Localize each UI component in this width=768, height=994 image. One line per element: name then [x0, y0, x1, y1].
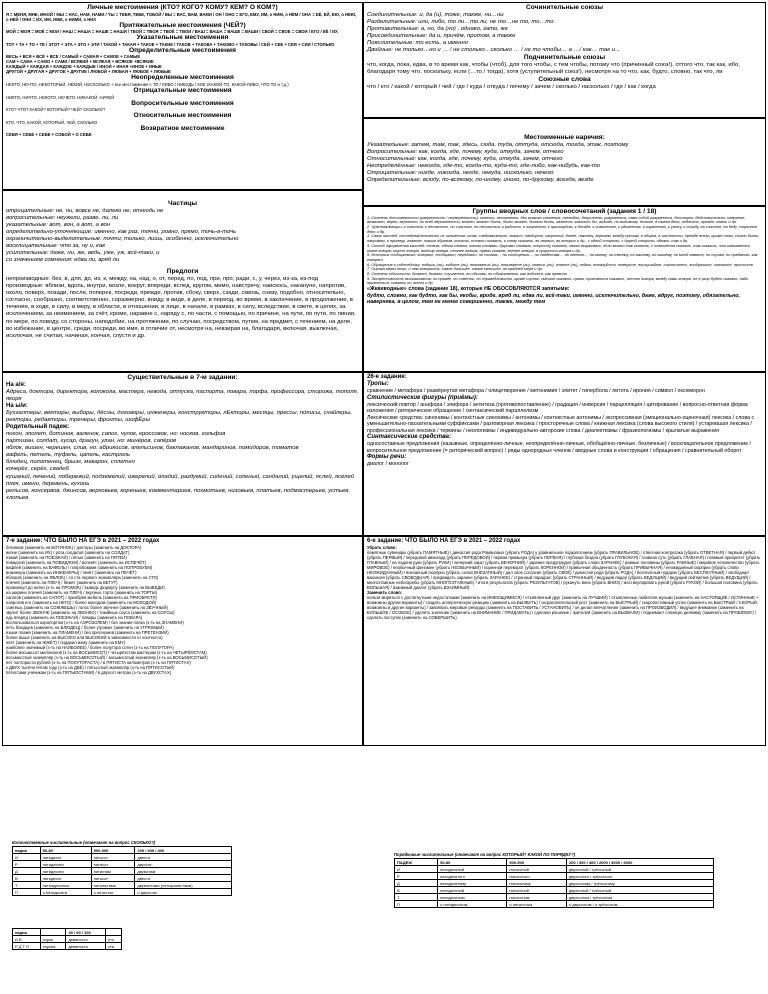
table-cell: пятьсот	[91, 875, 135, 882]
task7-line: более выше (заменить на ВЫСОКО или ВЫСОКИЙ в зависимости от контекста)	[6, 635, 163, 640]
table-cell: пятьдесят	[40, 875, 91, 882]
coord-conjunction-line: Пояснительные: то есть, а именно	[367, 39, 469, 46]
table-cell: пятисотый	[507, 887, 567, 894]
task26-subheading: Стилистические фигуры (приёмы):	[367, 394, 478, 401]
adverb-line: Неопределённые: некогда, где-то, когда-то, куда-то, где-либо, как-нибудь, как-то	[367, 162, 600, 169]
interrogative-pronouns-title: Вопросительные местоимения	[131, 99, 234, 107]
sub-conjunctions-title: Подчинительные союзы	[523, 54, 606, 62]
table-row	[395, 880, 714, 887]
ordinal-numerals-table-wrap	[394, 852, 714, 908]
demonstrative-pronouns-title: Указательные местоимения	[136, 34, 229, 42]
task7-ege-title: 7-е задание: ЧТО БЫЛО НА ЕГЭ в 2021 – 2022 годах	[6, 538, 160, 544]
table-cell: двести	[135, 854, 232, 861]
coord-conjunction-line: Разделительные: или, либо, то ли…то ли, не то…не то, то…то	[367, 18, 554, 25]
table-cell: В	[395, 887, 438, 894]
adverb-line: Вопросительные: как, когда, где, почему, куда, откуда, зачем, отчего	[367, 148, 564, 155]
table-cell: о пятидесяти	[40, 889, 91, 896]
table-cell: 50-80	[40, 847, 91, 854]
reflexive-pronoun-text: СЕБЯ + СЕБЕ + СЕБЕ + СОБОЙ + О СЕБЕ	[6, 132, 92, 138]
task7-line: повидлой (заменить на ПОВИДЛОМ) / испекёт (заменить на ИСПЕЧЁТ)	[6, 560, 146, 565]
conjunctive-words-title: Союзные слова	[538, 75, 591, 83]
task7-line: иконе (заменить на ИХ) / рота солдатов (заменить на СОЛДАТ)	[6, 550, 130, 555]
table-cell: Д	[395, 880, 438, 887]
preposition-line: непроизводные: без, в, для, до, из, к, между, на, над, о, от, перед, по, под, при, про, ради, с, у, через, из-за, из-под	[6, 275, 319, 282]
table-cell: пятидесятого	[438, 873, 507, 880]
conjunctions-section	[363, 2, 766, 118]
sub-conjunctions-text: что, когда, пока, едва, в то время как, чтобы (чтоб), для того чтобы, с тем чтобы, потому что (причинный союз!), оттого что, так как, ибо, благодаря тому что, поскольку, если (…то / тогда), хотя (уступительный союз!), несмотря на то что, как, будто, словно, так что, ли	[367, 61, 740, 75]
table-cell: двести	[135, 875, 232, 882]
task6-remove-text: памятные сувениры (убрать ПАМЯТНЫЕ) / династия рода Романовых (убрать РОДА) у уравнильное подкапоснием (убрать ПРАВИЛЬНОЕ) / ответная контратака (убрать ОТВЕТНАЯ) / первый дебют (убрать ПЕРВЫЙ) / передовой авангард (убрать ПЕРЕДОВОЙ) / первая премьера (убрать ПЕРВАЯ) / глубокая бездна (убрать ГЛУБОКАЯ) / главная суть (убрать ГЛАВНАЯ) / главный приоритет (убрать ГЛАВНЫЙ) / на ладони руки (убрать РУКИ) / вечерний закат (убрать ВЕЧЕРНИЙ) / заранее предупредил (убрать слово ЗАРАНЕЕ) / равные половины (убрать РАВНЫЕ) / мировое человечество (убрать МИРОВОЕ) / необычный феномен (убрать НЕОБЫЧНЫЙ) / коренной переворот (убрать КОРЕННОЙ) / привычная обыденность (убрать ПРИВЫЧНАЯ) / неожиданный сюрприз (убрать слово НЕОЖИДАННЫЙ) / внезапный сюрприз (убрать слово ВНЕЗАПНЫЙ) / дал свое согласие (убрать СВОЁ) / династия рода (убрать РОДА) / бесплатный подарок (убрать БЕСПЛАТНЫЙ) / свободная вакансия (убрать СВОБОДНАЯ) / предвидеть заранее (убрать ЗАРАНЕЕ) / странный парадокс (убрать СТРАННЫЙ) / ведущий лидер (убрать ВЕДУЩИЙ) / ведущий лейтмотив (убрать ВЕДУЩИЙ) / многоэтажные небоскребы (убрать МНОГОЭТАЖНЫЕ) / итоги результатов (убрать РЕЗУЛЬТАТОВ) / рукануть вниз (убрать ВНИЗ) / жестикулировать рукой (убрать РУКОЙ) / большая половина (убрать БОЛЬШАЯ) / взаимный диалог (убрать ВЗАИМНЫЙ)	[367, 550, 761, 590]
table-cell: двухсотому / трёхсотому	[566, 880, 713, 887]
negative-pronouns-title: Отрицательные местоимения	[133, 86, 232, 94]
table-cell: пятидесятому	[438, 880, 507, 887]
intro-group: 8. Степень обычности: бывает, бывало, случается, по обычаю, по обыкновению, как водится, как правило	[367, 271, 567, 277]
table-row	[395, 866, 714, 873]
definitive-pronouns-line: САМ + САМА + САМО + САМИ / ВСЯКИЙ + ВСЯКАЯ + ВСЯКОЕ +ВСЯКИЕ	[6, 59, 154, 65]
prepositions-title: Предлоги	[166, 268, 199, 276]
table-cell: сто	[105, 936, 121, 943]
table-cell: В	[13, 875, 41, 882]
nouns-line: погон, эполет, ботинок, валенок, сапог, чулок, кроссовок, но: носков, гольфов	[6, 430, 226, 437]
task6-ege-title: 6-е задание: ЧТО БЫЛО НА ЕГЭ в 2021 – 2022 годах	[367, 538, 521, 544]
intro-group: 3. Связь мыслей, последовательность их изложения: итак, следовательно, значит, наоборот, напротив, далее, наконец, впрочем, между прочим, в общем, в частности, прежде всего, кроме того, стало быть, например, к примеру, главное, таким образом, кстати, кстати сказать, к слову сказать, во-первых, во-вторых и др., с одной стороны, с другой стороны, однако, так и др.	[367, 233, 760, 244]
intro-words-title: Группы вводных слов / словосочетаний (задания 1 / 18)	[472, 208, 657, 215]
task7-line: на ширине плечей (заменить на ПЛЕЧ) / вкусные торта (заменить на ТОРТЫ)	[6, 590, 158, 595]
task26-line: односоставные предложения (назывные, определённо-личные, неопределённо-личные, обобщённо-личные, безличные) / восклицательное предложение / вопросительное предложение (= риторический вопрос) / ряды однородных членов / вводные слова и конструкции / обращения / сравнительный оборот	[367, 441, 751, 454]
task7-line: сожгёшь (заменить на СОЖЖЕШЬ) / голос более звучнее (заменить на ЗВУЧНЫЙ)	[6, 605, 168, 610]
table-cell: пятидесяти	[40, 868, 91, 875]
possessive-pronouns-title: Притяжательные местоимения (ЧЕЙ?)	[119, 21, 246, 29]
task26-subheading: Тропы:	[367, 381, 389, 387]
table-cell: пятидесяти	[40, 861, 91, 868]
table-cell: пятидесятый	[438, 866, 507, 873]
table-cell: девяноста	[66, 943, 106, 950]
task7-line: жгёт (заменить на ЖЖЁТ) / подарил ихму (заменить на ЕМУ)	[6, 640, 126, 645]
table-cell: пятьсот	[91, 854, 135, 861]
intro-group: 2. Чувства/эмоции: к счастью, к несчастью, по счастью, по несчастью, к радости, к огорчению, к прискорбию, к досаде, к сожалению, к удивлению, к изумлению, к ужасу, к стыду, на счастье, на беду, странное дело и др.	[367, 224, 758, 234]
coord-conjunction-line: Противительные: а, но, да (но) , однако, зато, же	[367, 25, 508, 32]
task26-line: лексический повтор / анафора / эпифора / антитеза (противопоставление) / градация / инверсия / парцелляция / цитирование / вопросно-ответная форма изложения / риторическое обращение / синтаксический параллелизм	[367, 401, 748, 414]
ordinal-numerals-caption: Порядковые числительные (отвечают на вопрос КОТОРЫЙ? КАКОЙ ПО ПОРЯДКУ?)	[394, 852, 576, 857]
definitive-pronouns-line: ДРУГОЙ + ДРУГАЯ + ДРУГОЕ + ДРУГИЕ / ЛЮБОЙ + ЛЮБАЯ + ЛЮБОЕ + ЛЮБЫЕ	[6, 69, 171, 75]
nouns-line: плеч, имени, деревень, кухонь	[6, 480, 90, 487]
nouns-line: кочерёг, серёг, свадеб	[6, 466, 69, 473]
nouns-line: рельсов, консервов, джинсов, верховьев, кореньев, комментариев, похмотьев, низовьев, платьев, подмастерьев, устьев, хлопьев	[6, 487, 350, 501]
table-header-row	[13, 847, 232, 854]
table-cell: ПАДЕЖ	[395, 859, 438, 866]
hundreds-table	[12, 928, 122, 950]
particle-line: восклицательные: что за, ну и, как	[6, 243, 106, 250]
task7-line: плечей (заменить на ПЛЕЧ) / бежит (заменить на БЕГУТ)	[6, 580, 118, 585]
coord-conjunction-line: Присоединительные: да и, причём, притом, а также	[367, 32, 516, 39]
table-cell: о пятидесятом	[438, 901, 507, 908]
nouns-line: яблок, вишен, черешен, слив, но: абрикосов, апельсинов, баклажанов, мандаринов, помидоров, томатов	[6, 445, 299, 452]
task7-line: нет полтораста рублей (з-ть на ПОЛУТОРАСТА) / в ПЯТИСТА километрах (з-ть на ПЯТИСТАХ)	[6, 660, 191, 665]
table-cell: 200 / 300 / 400 / 2000 / 3000 / 4000	[566, 859, 713, 866]
task26-section	[363, 372, 766, 536]
nouns-task7-section	[2, 372, 363, 536]
table-cell: пятьюстами	[91, 882, 135, 889]
task7-ege-section	[2, 536, 363, 746]
indefinite-pronouns-text: НЕКТО, НЕЧТО, НЕКОТОРЫЙ, НЕКИЙ, НЕСКОЛЬКО + все местоимения с ТО / ЛИБО / НИБУДЬ / КОЕ (КАКОЙ-ТО, КАКОЙ-ЛИБО, ЧТО-ТО и т.д.)	[6, 81, 289, 87]
table-cell: Р	[13, 861, 41, 868]
table-cell: Д	[13, 868, 41, 875]
task7-line: звучит более ЗВОНЧЕ (заменить на ЗВОНКО) / токийные соуса (заменить на СОУСЫ)	[6, 610, 175, 615]
particle-line: указательные: вот, вон, а вот, а вон	[6, 221, 111, 228]
table-cell: о двухстах	[135, 889, 232, 896]
task7-line: ботинков (заменить на БОТИНОК) / докторы (заменить на ДОКТОРА)	[6, 545, 142, 550]
table-cell: пятидесятый	[438, 887, 507, 894]
nouns-line: партизан, солдат, гусар, драгун, улан, но: минёров, сапёров	[6, 438, 177, 445]
task26-line: диалог / монолог	[367, 461, 409, 467]
table-cell: двухсот	[135, 861, 232, 868]
table-cell: 200 / 300 / 400	[135, 847, 232, 854]
table-cell: сорок	[40, 936, 66, 943]
adverb-line: Относительные: как, когда, где, почему, куда, откуда, зачем, отчего	[367, 155, 563, 162]
table-cell: пятьюдесятью	[40, 882, 91, 889]
table-cell: пятидесятым	[438, 894, 507, 901]
table-cell: двухсотый / трёхсотый	[566, 866, 713, 873]
task7-line: пятистами ученикам (з-ть на ПЯТЬЮСТАМИ) / в двухсот метрах (з-ть на ДВУХСТАХ)	[6, 670, 172, 675]
table-row	[13, 875, 232, 882]
nouns-line: Адреса, доктора, директора, колокола, мастера, невода, отпуска, паспорта, повара, порфа, профессора, сторожа, тополя, якоря	[6, 388, 359, 402]
task26-line: сравнение / метафора / развёрнутая метафора / олицетворение / метонимия / эпитет / гипербола / литота / ирония / символ / оксюморон	[367, 388, 705, 394]
task6-sub-replace: Заменить слово:	[367, 590, 403, 595]
indefinite-pronouns-title: Неопределенные местоимения	[131, 74, 234, 82]
intro-group: 4. Способ оформления мыслей: словом, одним словом, иными словами, другими словами, попросту сказать, мягко выражаясь, если можно так сказать, с позволения сказать, так сказать, что называется, иначе говоря, короче говоря, вообще говоря, точнее говоря, прямо скажем, вернее говоря, в сущности говоря и др.	[367, 242, 751, 253]
adverb-line: Отрицательные: нигде, никогда, негде, некуда, нисколько, нечего	[367, 169, 554, 176]
table-cell: 500-900	[91, 847, 135, 854]
table-cell: падеж	[13, 847, 41, 854]
table-cell: двухсотого / трёхсотого	[566, 873, 713, 880]
table-header-row	[13, 929, 122, 936]
table-cell: пятьдесят	[40, 854, 91, 861]
table-cell: П	[395, 901, 438, 908]
intro-words-section	[363, 206, 766, 372]
intro-group: 9. Экспрессивность высказывания: по правде, по совести, по справедливости, кроме шуток, смешно сказать, право, признаться сказать, честно говоря, между нами говоря, не в укор будет сказано, надо признаться, сказать по чести и др.	[367, 275, 749, 286]
table-cell: ста	[105, 943, 121, 950]
ordinal-numerals-table	[394, 858, 714, 908]
possessive-pronouns-text: МОЙ = МОЯ = МОЁ = МОИ / НАШ = НАША = НАШЕ = НАШИ / ТВОЙ = ТВОЯ = ТВОЁ = ТВОИ / ВАШ = ВАША = ВАШЕ = ВАШИ / СВОЙ = СВОЕ = СВОИ / ЕГО / ЕЁ / ИХ	[6, 29, 338, 35]
personal-pronouns-title: Личные местоимения (КТО? КОГО? КОМУ? КЕМ? О КОМ?)	[87, 4, 278, 11]
table-cell: пятисотого	[507, 873, 567, 880]
task7-line: более восьмьсот миллионов (з-ть на ВОСЬМИСОТ) / четырёхстам мастерам (з-ть на ЧЕТЫРЁМСТАМ)	[6, 650, 207, 655]
definitive-pronouns-line: ВЕСЬ + ВСЯ + ВСЁ + ВСЕ / САМЫЙ + САМАЯ + САМОЕ + САМЫЕ	[6, 54, 141, 60]
nouns-subheading: На а/я:	[6, 381, 26, 388]
table-cell: о пятисотом	[507, 901, 567, 908]
task7-line: яблоков (заменить на ЯБЛОК) / со ста первого экземпляра (заменить на СТО)	[6, 575, 159, 580]
task7-line: напротив его (заменить на НЕГО) / более молодом (заменить на МОЛОДОЙ)	[6, 600, 157, 605]
particle-line: со значением сомнения: едва ли, вряд ли	[6, 257, 120, 264]
task6-replace-text: нельзя мириться с достигнутыми недостатками (заменить на ИМЕЮЩИМИСЯ) / отъявленный друг (заменить на ЛУЧШИЙ) / отъявленные любители музыки (заменить на НАСТОЯЩИЕ / ИСТИННЫЕ + возможны другие варианты) / создать аллергическую реакцию (заменить на ВЫЗВАТЬ) / скоропалительный рост (заменить на БЫСТРЫЙ) / скоропостижный успех (заменить на БЫСТРЫЙ / СКОРЫЙ, возможны и другие варианты) / завоевать мировые рекорды (заменить на ПОСТАВИТЬ / УСТАНОВИТЬ) / он делал впечатление (заменить на ПРОИЗВОДИЛ) / ведущее внимание (заменить на БОЛЬШОЕ / ОСОБОЕ) / уделять значение (заменить на ВНИМАНИЕ / ПРИДАВАТЬ) / сделали решение / зрителей (заменить на ВЫЗВАЛИ) / поднимает сложную дилемму (заменить на ПРОБЛЕМУ) / сделать поступок (заменить на СОВЕРШИТЬ)	[367, 595, 759, 620]
coord-conjunction-line: Двойные: не только…но и … / не столько…сколько … / не то чтобы… а …/ как… так и…	[367, 47, 621, 54]
nouns-task7-title: Существительные в 7-м задании:	[127, 374, 238, 381]
table-cell: о двухсотом / о трёхсотом	[566, 901, 713, 908]
intro-group: 7. Оценка меры того, о чем говорится: самое большее, самое меньшее, по крайней мере и др.	[367, 266, 543, 272]
conjunctive-words-text: что / кто / какой / который / чей / где / куда / откуда / почему / зачем / сколько / насколько / где / как / когда	[367, 83, 656, 90]
task7-line: езжай (заменить на ПОЕЗЖАЙ) / пятью (заменить на ПЯТЕЙ)	[6, 555, 127, 560]
intro-group: 1. Степень достоверности (уверенность / неуверенность): конечно, несомненно, без всякого сомнения, очевидно, безусловно, разумеется, само собой разумеется, бесспорно, действительно, наверное, возможно, верно, вероятно, по всей вероятности, может, может быть, быть может, должно быть, кажется, казалось бы, видимо, по-видимому, похоже, в самом деле, подлинно, правда, знать и др.	[367, 214, 746, 225]
preposition-line: производные: вблизи, вдоль, внутри, возле, вокруг, впереди, вслед, кругом, мимо, навстречу, наискось, накануне, напротив, около, поверх, позади, после, поперек, посреди, прежде, против, сбоку, сверх, сзади, сквозь, снизу, подобно, относительно, согласно, сообразно, соответственно, соразмерно, вниду, в виде, в деле, в период, во время, в заключение, в продолжение, в течение, в ходе, в силу, в меру, в области, в отношении, в лице, в начале, в рамках, в силу, вследствие, в свете, в целях, за исключением, за неимением, за счёт, кроме, наравне с, наряду с, по части, с помощью, по причине, на пути, по пути, по линии, по мере, по поводу, со стороны, наподобие, на протяжении, по случаю, посредством, путем, на предмет, с течением, на деле, во избежание, в центре, среди, посреди, во имя, в отличие от, несмотря на, невзирая на, благодаря, включая, выключая, исключая, не считая, начиная, кончая, спустя и др.	[6, 283, 356, 339]
relative-pronouns-text: КТО, ЧТО, КАКОЙ, КОТОРЫЙ, ЧЕЙ, СКОЛЬКО	[6, 119, 98, 125]
table-cell: пятисотому	[507, 880, 567, 887]
non-intro-words-list: будто, словно, как будто, как бы, якобы, вроде, вряд ли, едва ли, всё-таки, именно, исключительно, даже, вдруг, поэтому, обязательно, наверняка, в целом, тем не менее совершенно, также, между тем	[367, 292, 740, 306]
interrogative-pronouns-text: КТО? ЧТО? КАКОЙ? КОТОРЫЙ? ЧЕЙ? СКОЛЬКО?	[6, 107, 106, 113]
table-cell: пятисотым	[507, 894, 567, 901]
task7-line: инжинера (заменить на ИНЖЕНЕРЫ) / пекёт (заменить на ПЕЧЁТ)	[6, 570, 137, 575]
coord-conjunctions-title: Сочинительные союзы	[525, 4, 604, 11]
intro-group: 5. Источник сообщаемого: говорят, сообщают, передают, по словам..., по сообщению..., по сведениям..., по мнению..., по-моему, по-твоему, по-нашему, по-вашему, по моей памяти, по слухам, по преданию, как говорят	[367, 252, 758, 262]
table-cell: двумястами (четырьмястами)	[135, 882, 232, 889]
particles-title: Частицы	[168, 200, 197, 207]
pronouns-section	[2, 2, 363, 190]
particle-line: вопросительные: неужели, разве, ли, ли	[6, 214, 119, 221]
table-cell: падеж	[13, 929, 41, 936]
personal-pronouns-text: Я = МЕНЯ, МНЕ, МНОЙ / МЫ = НАС, НАМ, НАМИ / ТЫ = ТЕБЯ, ТЕБЕ, ТОБОЙ / ВЫ = ВАС, ВАМ, ВАМИ / ОН / ОНО = ЕГО, ЕМУ, ИМ, о НИМ, о НЁМ / ОНА = ЕЁ, ЕЙ, ЕЮ, о НЕЮ, о НЕЙ / ОНИ = ИХ, ИМ, ИМИ, о НИМИ, о НИХ	[6, 11, 357, 22]
negative-pronouns-text: НИКТО, НИЧТО, НЕКОГО, НЕЧЕГО, НИКАКОЙ, НИЧЕЙ	[6, 94, 115, 100]
reflexive-pronoun-title: Возвратное местоимение	[140, 124, 225, 132]
task6-ege-section	[363, 536, 766, 746]
table-cell: сорока	[40, 943, 66, 950]
table-cell: 50-80	[438, 859, 507, 866]
table-row	[395, 901, 714, 908]
task7-line: наиболее значимый (з-ть на НАИБОЛЕЕ) / более полутора сотен (з-ть на ПОЛУТОРА)	[6, 645, 174, 650]
table-row	[13, 854, 232, 861]
table-cell: И В	[13, 936, 41, 943]
table-row	[395, 887, 714, 894]
task7-line: едь вперёд (заменить на ПОЕЗЖАЙ) / повары (заменить на ПОВАРА)	[6, 615, 143, 620]
task26-title: 26-е задание:	[367, 374, 407, 380]
table-cell: двухсотым / трёхсотым	[566, 894, 713, 901]
table-cell: двухсотый / трёхсотый	[566, 887, 713, 894]
relative-pronouns-title: Относительные местоимения	[133, 112, 232, 120]
table-row	[13, 889, 232, 896]
table-cell: пятисот	[91, 861, 135, 868]
cardinal-numerals-table-wrap	[12, 840, 232, 896]
task7-line: пять блюдцев (заменить на БЛЮДЕЦ) / более угромее (заменить на УГРЮМЫЙ)	[6, 625, 164, 630]
table-cell: о пятистах	[91, 889, 135, 896]
task7-line: восьмисотый экземпляр (з-ть на ВОСЬМИСОТЫЙ) / восьмисотый экземпляр (з-ть на ВОСЬМИСОТЫЙ)	[6, 655, 208, 660]
particles-prepositions-section	[2, 190, 363, 372]
task26-subheading: Формы речи:	[367, 454, 407, 460]
particle-line: усилительные: даже, ни, же, ведь, уже, уж, всё-таки, и	[6, 250, 160, 257]
nouns-line: кушаний, печений, побережий, подземелий, ожерелий, оладий, раздумий, сидений, соленый, сандалий, ущелий, яслей, яселей	[6, 473, 355, 480]
nouns-subheading: Родительный падеж:	[6, 423, 70, 430]
table-cell: двумстам	[135, 868, 232, 875]
table-cell	[105, 929, 121, 936]
task7-line: промокнул до нитки (з-ть на ПРОМОК) / выведь формулу (заменить на ВЫВЕДИ)	[6, 585, 165, 590]
hundreds-table-wrap	[12, 928, 122, 950]
particle-line: отрицательные: не, ни, вовсе не, далеко не, отнюдь не	[6, 207, 164, 214]
table-cell	[40, 929, 66, 936]
task7-line: вафлей (заменить на ВАФЕЛЬ) / попробовами (заменить на ПОПРОБУЕМ)	[6, 565, 153, 570]
table-cell: пятисотый	[507, 866, 567, 873]
cardinal-numerals-table	[12, 846, 232, 896]
table-cell: П	[13, 889, 41, 896]
adverb-line: Определительные: всюду, по-всякому, по-иному, иного, по-другому, всегда, везде	[367, 177, 594, 184]
cardinal-numerals-caption: Количественные числительные (отвечают на вопрос СКОЛЬКО?)	[12, 840, 156, 845]
table-cell: Т	[13, 882, 41, 889]
nouns-line: блюдец, полотенец, брызг, макарон, сплетен	[6, 459, 135, 466]
table-cell: Р Д Т П	[13, 943, 41, 950]
nouns-line: Бухгалтеры, векторы, выборы, дёсны, договоры, инженеры, конструкторы, лЕкторы, месяцы, прессы, полисы, снайперы, ректоры, редакторы, тренеры, фронты, шофЁры	[6, 409, 352, 423]
table-row	[13, 943, 122, 950]
table-row	[13, 936, 122, 943]
nouns-subheading: На ы/и:	[6, 402, 28, 409]
adverbs-title: Местоименные наречия:	[524, 134, 605, 141]
intro-group: 6. Обращение к собеседнику: видишь (ли), видите (ли), понимаешь (ли), понимаете (ли), знаешь (ли), знаете (ли), пойми, пожалуйста, поверьте, послушайте, согласитесь, вообразите, извините, простите	[367, 261, 753, 267]
table-header-row	[395, 859, 714, 866]
non-intro-words-title: «Жквеводные» слова (задание 18), которые НЕ ОБОСОБЛЯЮТСЯ запятыми:	[367, 286, 570, 293]
adverbs-section	[363, 118, 766, 206]
table-cell: 500-900	[507, 859, 567, 866]
table-cell: 40 / 90 / 100	[66, 929, 106, 936]
table-row	[395, 894, 714, 901]
particle-line: определительно-уточняющие: именно, как раз, точно, ровно, прямо, точь-в-точь	[6, 228, 237, 235]
table-row	[13, 868, 232, 875]
definitive-pronouns-line: КАЖДЫЙ + КАЖДАЯ + КАЖДОЕ + КАЖДЫЕ / ИНОЙ + ИНАЯ +ИНОЕ + ИНЫЕ	[6, 64, 162, 70]
task26-subheading: Синтаксические средства:	[367, 434, 451, 440]
task7-line: к ДВУХ тысячи пятом году (з-ть на ДВЕ) / пятьсотый экземпляр (з-ть на ПЯТИСОТЫЙ)	[6, 665, 175, 670]
table-cell: Т	[395, 894, 438, 901]
task26-line: Лексические средства: синонимы / контекстные синонимы / антонимы / контекстные антонимы / экспрессивная (эмоционально-оценочная) лексика / слова с уменьшительно-ласкательными суффиксами / разговорная лексика / просторечные слова / книжная лексика (слова высокого стиля) / устаревшая лексика / профессиональная лексика / термины / неологизмы / индивидуально-авторские слова / диалектизмы / фразеологизмы / крылатые выражения	[367, 414, 755, 434]
table-cell: И	[13, 854, 41, 861]
table-cell: девяносто	[66, 936, 106, 943]
table-cell: Р	[395, 873, 438, 880]
definitive-pronouns-title: Определительные местоимения	[129, 46, 236, 54]
demonstrative-pronouns-text: ТОТ + ТА + ТО + ТЕ / ЭТОТ + ЭТА + ЭТО + ЭТИ / ТАКОЙ + ТАКАЯ + ТАКОЕ + ТАКИЕ / ТАКОВ + ТАКОВА + ТАКОВО + ТАКОВЫ / СЕЙ + СЕЕ + СЕЯ + СИИ / СТОЛЬКО	[6, 41, 335, 47]
adverb-line: Указательные: затем, там, так, здесь, сюда, туда, оттуда, отсюда, тогда, этак, поэтому	[367, 141, 629, 148]
coord-conjunction-line: Соединительные: и, да (и), тоже, также, ни…ни	[367, 11, 504, 18]
nouns-line: вафель, петель, туфель, цапель, кастрюль	[6, 452, 131, 459]
task7-line: сапогов (заменить на САПОГ) / приобрёв мебель (заменить на ПРИОБРЕТЯ)	[6, 595, 157, 600]
table-cell: пятистам	[91, 868, 135, 875]
table-cell: И	[395, 866, 438, 873]
table-row	[13, 861, 232, 868]
table-row	[13, 882, 232, 889]
particle-line: ограничительно-выделительные: почти, только, лишь, особенно, исключительно	[6, 235, 239, 242]
task7-line: воспользоваться аэропортом (з-ть на АЭРОЗОЛЕМ) / без знания полка (з-ть на ЗНАМЕНИ)	[6, 620, 184, 625]
task7-line: языки пламя (заменить на ПЛАМЕНИ) / без претензиев (заменить на ПРЕТЕНЗИЙ)	[6, 630, 169, 635]
table-row	[395, 873, 714, 880]
task6-sub-remove: Убрать слово:	[367, 545, 397, 550]
